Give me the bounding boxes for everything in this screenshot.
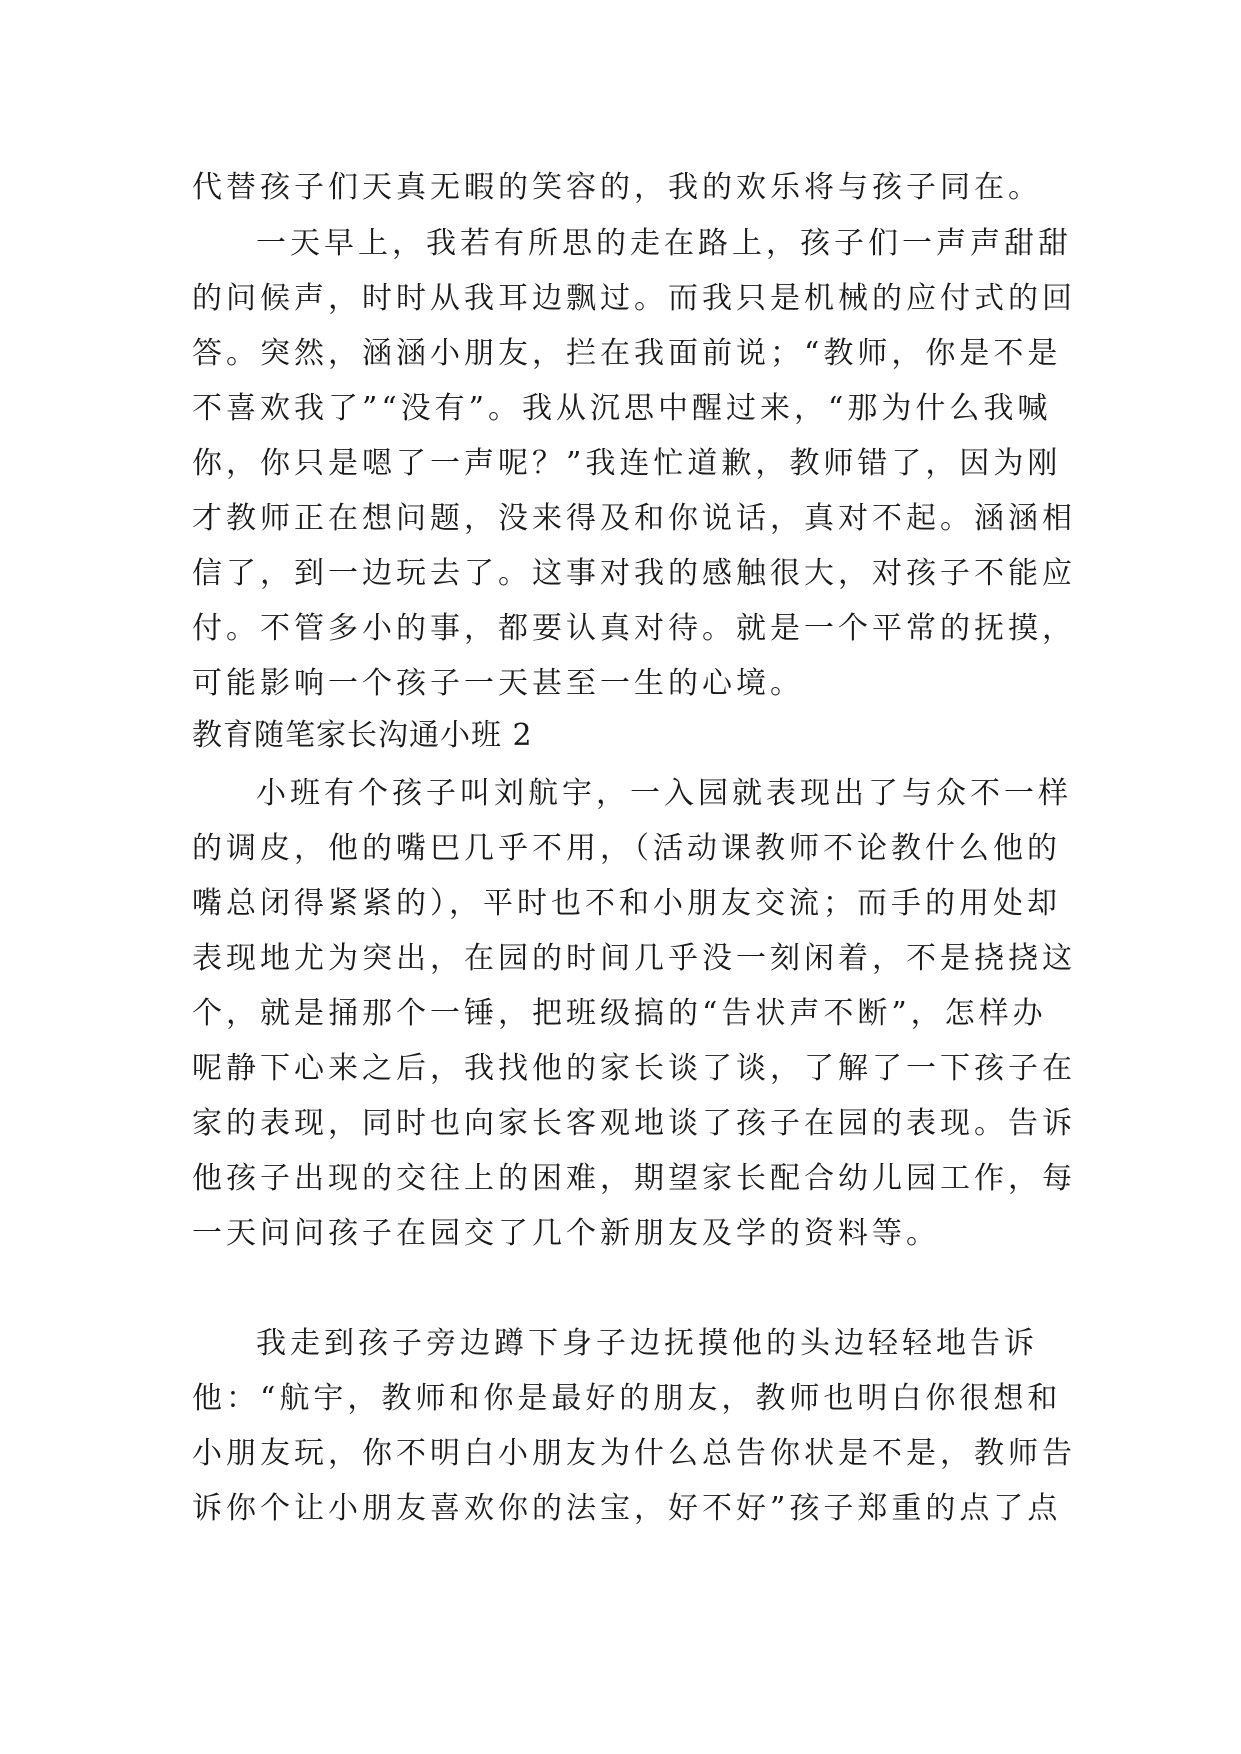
text-line: 他：“航宇，教师和你是最好的朋友，教师也明白你很想和 [192, 1381, 1062, 1416]
text-line: 才教师正在想问题，没来得及和你说话，真对不起。涵涵相 [192, 501, 1076, 536]
paragraph-first-line: 一天早上，我若有所思的走在路上，孩子们一声声甜甜 [256, 226, 1072, 261]
text-line: 诉你个让小朋友喜欢你的法宝，好不好”孩子郑重的点了点 [192, 1491, 1062, 1526]
text-line: 你，你只是嗯了一声呢？”我连忙道歉，教师错了，因为刚 [192, 446, 1062, 481]
paragraph-first-line: 小班有个孩子叫刘航宇，一入园就表现出了与众不一样 [256, 776, 1072, 811]
text-line: 信了，到一边玩去了。这事对我的感触很大，对孩子不能应 [192, 556, 1076, 591]
text-line: 的调皮，他的嘴巴几乎不用，（活动课教师不论教什么他的 [192, 831, 1061, 866]
text-line: 不喜欢我了”“没有”。我从沉思中醒过来，“那为什么我喊 [192, 391, 1052, 426]
paragraph-first-line: 我走到孩子旁边蹲下身子边抚摸他的头边轻轻地告诉 [256, 1326, 1038, 1361]
text-line: 付。不管多小的事，都要认真对待。就是一个平常的抚摸， [192, 611, 1076, 646]
text-line: 的问候声，时时从我耳边飘过。而我只是机械的应付式的回 [192, 281, 1076, 316]
text-line: 呢静下心来之后，我找他的家长谈了谈，了解了一下孩子在 [192, 1051, 1076, 1086]
text-line: 可能影响一个孩子一天甚至一生的心境。 [192, 666, 804, 701]
text-line: 嘴总闭得紧紧的），平时也不和小朋友交流；而手的用处却 [192, 886, 1061, 921]
text-line: 家的表现，同时也向家长客观地谈了孩子在园的表现。告诉 [192, 1106, 1076, 1141]
text-line: 小朋友玩，你不明白小朋友为什么总告你状是不是，教师告 [192, 1436, 1076, 1471]
text-line: 个，就是捅那个一锤，把班级搞的“告状声不断”，怎样办 [192, 996, 1047, 1031]
text-line: 一天问问孩子在园交了几个新朋友及学的资料等。 [192, 1216, 940, 1251]
text-line: 答。突然，涵涵小朋友，拦在我面前说；“教师，你是不是 [192, 336, 1062, 371]
section-heading: 教育随笔家长沟通小班 2 [192, 718, 533, 753]
text-line: 他孩子出现的交往上的困难，期望家长配合幼儿园工作，每 [192, 1161, 1076, 1196]
text-line: 代替孩子们天真无暇的笑容的，我的欢乐将与孩子同在。 [192, 170, 1042, 205]
text-line: 表现地尤为突出，在园的时间几乎没一刻闲着，不是挠挠这 [192, 941, 1076, 976]
